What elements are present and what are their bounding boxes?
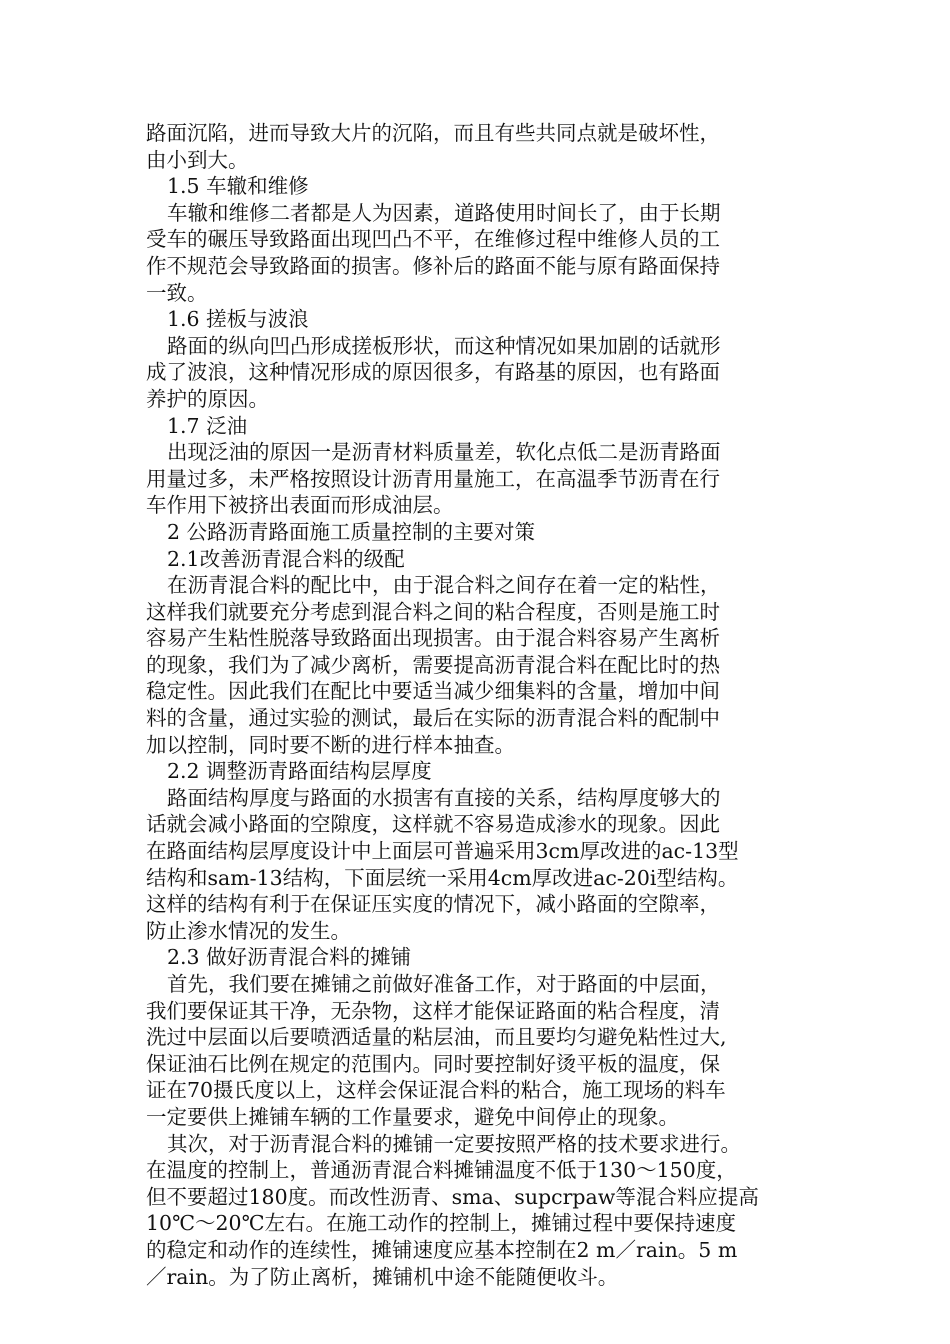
paragraph-line: 结构和sam-13结构，下面层统一采用4cm厚改进ac-20i型结构。 [146,865,739,890]
section-heading: 2.1改善沥青混合料的级配 [167,546,405,571]
section-heading: 2.3 做好沥青混合料的摊铺 [167,945,412,970]
paragraph-line: ／rain。为了防止离析，摊铺机中途不能随便收斗。 [146,1264,619,1289]
paragraph-line: 的稳定和动作的连续性，摊铺速度应基本控制在2 m／rain。5 m [146,1237,738,1262]
paragraph-line: 但不要超过180度。而改性沥青、sma、supcrpaw等混合料应提高 [146,1184,759,1209]
section-heading: 1.5 车辙和维修 [167,174,309,199]
paragraph-line: 首先，我们要在摊铺之前做好准备工作，对于路面的中层面， [167,972,721,996]
paragraph-line: 容易产生粘性脱落导致路面出现损害。由于混合料容易产生离析 [146,626,720,651]
paragraph-line: 出现泛油的原因一是沥青材料质量差，软化点低二是沥青路面 [167,440,721,465]
paragraph-line: 车辙和维修二者都是人为因素，道路使用时间长了，由于长期 [167,200,721,225]
section-heading: 1.6 搓板与波浪 [167,307,309,332]
paragraph-line: 在温度的控制上，普通沥青混合料摊铺温度不低于130～150度， [146,1158,737,1183]
paragraph-line: 路面沉陷，进而导致大片的沉陷，而且有些共同点就是破坏性， [146,121,720,145]
paragraph-line: 受车的碾压导致路面出现凹凸不平，在维修过程中维修人员的工 [146,227,720,252]
section-heading: 2.2 调整沥青路面结构层厚度 [167,759,432,784]
paragraph-line: 成了波浪，这种情况形成的原因很多，有路基的原因，也有路面 [146,360,720,385]
paragraph-line: 话就会减小路面的空隙度，这样就不容易造成渗水的现象。因此 [146,812,720,837]
paragraph-line: 保证油石比例在规定的范围内。同时要控制好烫平板的温度，保 [146,1051,720,1076]
paragraph-line: 其次，对于沥青混合料的摊铺一定要按照严格的技术要求进行。 [167,1131,741,1156]
paragraph-line: 路面结构厚度与路面的水损害有直接的关系，结构厚度够大的 [167,785,721,810]
paragraph-line: 稳定性。因此我们在配比中要适当减少细集料的含量，增加中间 [146,679,720,704]
section-heading: 2 公路沥青路面施工质量控制的主要对策 [167,519,536,544]
paragraph-line: 在路面结构层厚度设计中上面层可普遍采用3cm厚改进的ac-13型 [146,839,739,864]
paragraph-line: 一定要供上摊铺车辆的工作量要求，避免中间停止的现象。 [146,1104,679,1129]
paragraph-line: 证在70摄氏度以上，这样会保证混合料的粘合，施工现场的料车 [146,1078,726,1103]
document-body [146,120,806,1290]
paragraph-line: 这样的结构有利于在保证压实度的情况下，减小路面的空隙率， [146,892,720,917]
paragraph-line: 在沥青混合料的配比中，由于混合料之间存在着一定的粘性， [167,573,721,598]
paragraph-line: 车作用下被挤出表面而形成油层。 [146,493,454,518]
paragraph-line: 料的含量，通过实验的测试，最后在实际的沥青混合料的配制中 [146,706,720,731]
paragraph-line: 我们要保证其干净，无杂物，这样才能保证路面的粘合程度，清 [146,998,720,1023]
paragraph-line: 防止渗水情况的发生。 [146,918,351,943]
paragraph-line: 这样我们就要充分考虑到混合料之间的粘合程度，否则是施工时 [146,599,720,624]
section-heading: 1.7 泛油 [167,413,248,438]
paragraph-line: 养护的原因。 [146,386,269,411]
paragraph-line: 路面的纵向凹凸形成搓板形状，而这种情况如果加剧的话就形 [167,333,721,358]
paragraph-line: 用量过多，未严格按照设计沥青用量施工，在高温季节沥青在行 [146,466,720,491]
paragraph-line: 洗过中层面以后要喷洒适量的粘层油，而且要均匀避免粘性过大, [146,1025,727,1050]
paragraph-line: 10℃～20℃左右。在施工动作的控制上，摊铺过程中要保持速度 [146,1211,737,1236]
paragraph-line: 加以控制，同时要不断的进行样本抽查。 [146,732,515,757]
paragraph-line: 由小到大。 [146,147,249,172]
paragraph-line: 作不规范会导致路面的损害。修补后的路面不能与原有路面保持 [146,253,720,278]
paragraph-line: 一致。 [146,280,208,305]
paragraph-line: 的现象，我们为了减少离析，需要提高沥青混合料在配比时的热 [146,652,720,677]
